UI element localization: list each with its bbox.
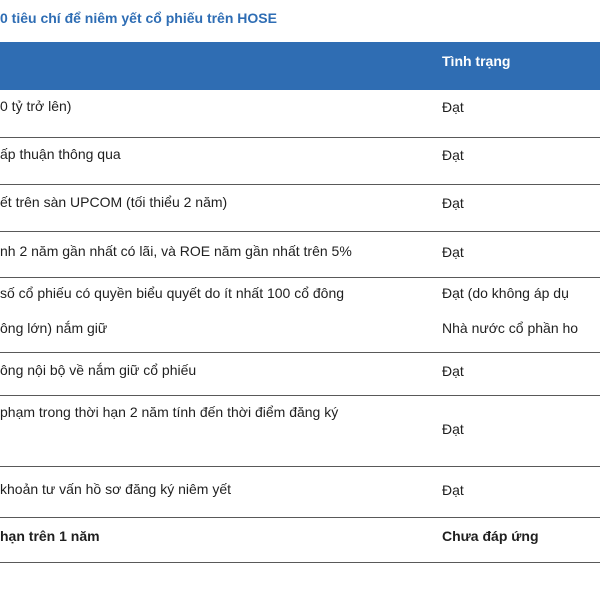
table-title: 0 tiêu chí để niêm yết cổ phiếu trên HOSE xyxy=(0,10,277,26)
criterion-cell: ấp thuận thông qua xyxy=(0,146,121,162)
table-row xyxy=(0,90,600,138)
criterion-cell: hạn trên 1 năm xyxy=(0,528,100,544)
criterion-cell: nh 2 năm gần nhất có lãi, và ROE năm gần nhất trên 5% xyxy=(0,243,352,259)
table-row xyxy=(0,138,600,185)
status-cell: Chưa đáp ứng xyxy=(442,528,539,544)
status-cell: Đạt xyxy=(442,421,464,437)
criterion-cell-line2: ông lớn) nắm giữ xyxy=(0,320,108,336)
table-row xyxy=(0,518,600,563)
status-column-header: Tình trạng xyxy=(442,53,511,69)
status-cell: Đạt xyxy=(442,482,464,498)
criterion-cell: ết trên sàn UPCOM (tối thiểu 2 năm) xyxy=(0,194,228,210)
table-row xyxy=(0,396,600,467)
table-header xyxy=(0,42,600,90)
status-cell-line1: Đạt (do không áp dụ xyxy=(442,285,569,301)
table-row xyxy=(0,353,600,396)
status-cell: Đạt xyxy=(442,195,464,211)
criterion-cell: khoản tư vấn hồ sơ đăng ký niêm yết xyxy=(0,481,232,497)
status-cell: Đạt xyxy=(442,99,464,115)
status-cell: Đạt xyxy=(442,363,464,379)
criterion-cell: phạm trong thời hạn 2 năm tính đến thời điểm đăng ký xyxy=(0,404,339,420)
status-cell: Đạt xyxy=(442,244,464,260)
criterion-cell: ông nội bộ về nắm giữ cổ phiếu xyxy=(0,362,197,378)
criterion-cell: 0 tỷ trở lên) xyxy=(0,98,72,114)
table-row xyxy=(0,232,600,278)
status-cell: Đạt xyxy=(442,147,464,163)
status-cell-line2: Nhà nước cổ phần ho xyxy=(442,320,579,336)
table-row xyxy=(0,278,600,353)
table-row xyxy=(0,467,600,518)
criterion-cell-line1: số cổ phiếu có quyền biểu quyết do ít nhất 100 cổ đông xyxy=(0,285,345,301)
table-row xyxy=(0,185,600,232)
